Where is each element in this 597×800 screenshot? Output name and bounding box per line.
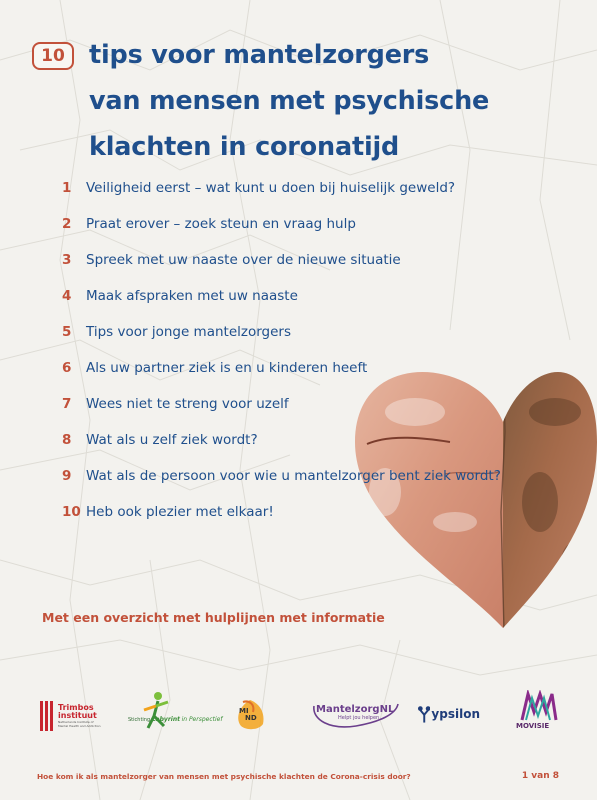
partner-logos <box>0 690 597 740</box>
tip-number: 6 <box>62 360 72 376</box>
mantelzorgnl-tagline: Helpt jou helpen <box>338 715 380 721</box>
hotlines-subline: Met een overzicht met hulplijnen met informatie <box>42 610 385 625</box>
mind-text-2: ND <box>245 714 257 722</box>
tip-text: Spreek met uw naaste over de nieuwe situatie <box>86 252 401 268</box>
tips-count-badge: 10 <box>32 42 74 70</box>
tip-item <box>62 430 258 450</box>
tip-number: 8 <box>62 432 72 448</box>
heart-illustration <box>345 352 597 630</box>
page-title-line-1: tips voor mantelzorgers <box>89 40 430 70</box>
mantelzorgnl-name: MantelzorgNL <box>316 704 395 715</box>
tip-text: Veiligheid eerst – wat kunt u doen bij huiselijk geweld? <box>86 180 456 196</box>
trimbos-tagline-1: Netherlands Institute of <box>58 720 94 724</box>
mind-logo <box>233 698 267 732</box>
tip-text: Tips voor jonge mantelzorgers <box>86 324 292 340</box>
tip-number: 4 <box>62 288 72 304</box>
mantelzorgnl-logo <box>310 700 400 730</box>
tip-item <box>62 502 274 522</box>
tip-number: 7 <box>62 396 72 412</box>
tip-text: Wees niet te streng voor uzelf <box>86 396 289 412</box>
trimbos-logo <box>40 696 110 736</box>
tip-text: Wat als de persoon voor wie u mantelzorger bent ziek wordt? <box>86 468 501 484</box>
page-footer <box>0 772 597 788</box>
ypsilon-mark-icon <box>418 703 430 725</box>
page-number: 1 van 8 <box>521 771 559 781</box>
tip-text: Wat als u zelf ziek wordt? <box>86 432 258 448</box>
labyrint-name: Labyrint <box>151 716 180 723</box>
mind-text-1: MI <box>239 707 249 715</box>
tip-item <box>62 322 291 342</box>
tip-number: 2 <box>62 216 72 232</box>
ypsilon-name: ypsilon <box>431 707 480 721</box>
tip-item <box>62 466 501 486</box>
tip-number: 10 <box>62 504 81 520</box>
tip-item <box>62 250 401 270</box>
tip-item <box>62 358 367 378</box>
tip-number: 5 <box>62 324 72 340</box>
trimbos-mark-icon <box>40 701 54 731</box>
tip-number: 3 <box>62 252 72 268</box>
footer-question: Hoe kom ik als mantelzorger van mensen met psychische klachten de Corona-crisis door? <box>37 772 411 781</box>
labyrint-figure-icon <box>140 690 170 730</box>
movisie-mark-icon <box>518 690 558 724</box>
page-title-line-3: klachten in coronatijd <box>89 132 400 162</box>
tip-item <box>62 178 455 198</box>
labyrint-suffix: in Perspectief <box>181 716 223 723</box>
trimbos-tagline-2: Mental Health and Addiction <box>58 724 101 728</box>
tip-number: 9 <box>62 468 72 484</box>
labyrint-prefix: Stichting <box>128 717 151 723</box>
labyrint-logo <box>128 690 223 738</box>
tip-number: 1 <box>62 180 72 196</box>
ypsilon-logo <box>418 702 480 726</box>
tip-item <box>62 394 289 414</box>
movisie-logo <box>514 690 562 734</box>
tip-item <box>62 214 356 234</box>
tip-text: Als uw partner ziek is en u kinderen heeft <box>86 360 368 376</box>
tip-text: Heb ook plezier met elkaar! <box>86 504 274 520</box>
tip-item <box>62 286 298 306</box>
page-title-line-2: van mensen met psychische <box>89 86 490 116</box>
tip-text: Maak afspraken met uw naaste <box>86 288 298 304</box>
tip-text: Praat erover – zoek steun en vraag hulp <box>86 216 356 232</box>
trimbos-name: Trimbos <box>58 703 94 712</box>
trimbos-name-2: instituut <box>58 711 97 720</box>
movisie-name: MOVISIE <box>516 722 550 730</box>
